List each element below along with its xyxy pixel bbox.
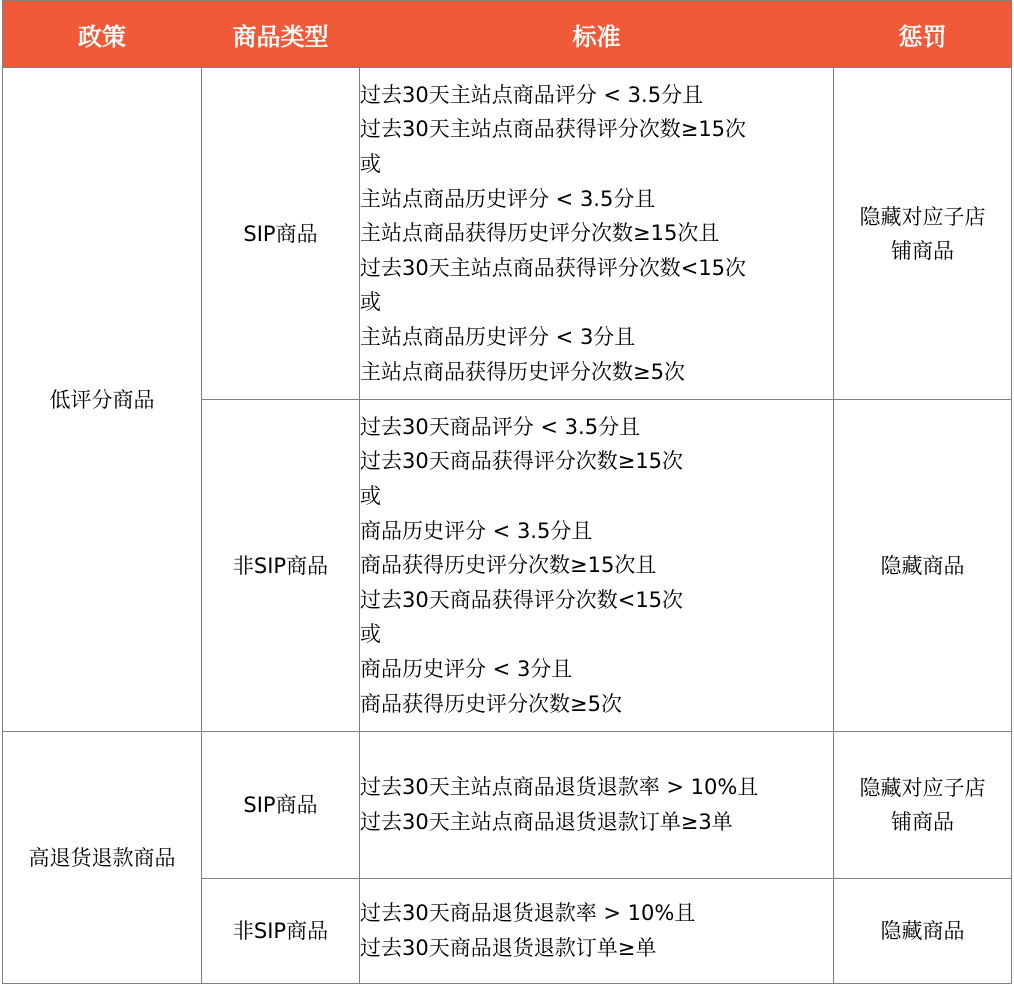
policy-table (2, 0, 1012, 984)
criteria-line: 过去30天商品评分 < 3.5分且 (360, 414, 641, 439)
type-cell: 非SIP商品 (202, 879, 360, 984)
header-policy: 政策 (3, 1, 202, 68)
criteria-line: 过去30天商品退货退款率 > 10%且 (360, 901, 696, 926)
criteria-line: 主站点商品获得历史评分次数≥5次 (360, 359, 685, 384)
criteria-line: 或 (360, 290, 381, 315)
penalty-cell (834, 732, 1012, 879)
criteria-line: 或 (360, 152, 381, 177)
criteria-cell (360, 879, 834, 984)
table-row (3, 68, 1012, 400)
penalty-line: 隐藏商品 (880, 553, 965, 578)
criteria-line: 过去30天主站点商品获得评分次数<15次 (360, 255, 747, 280)
header-type: 商品类型 (202, 1, 360, 68)
penalty-cell (834, 68, 1012, 400)
criteria-line: 商品获得历史评分次数≥5次 (360, 691, 622, 716)
policy-cell-high-refund: 高退货退款商品 (3, 732, 202, 984)
policy-cell-low-rating: 低评分商品 (3, 68, 202, 732)
criteria-line: 商品获得历史评分次数≥15次且 (360, 553, 657, 578)
criteria-line: 过去30天主站点商品获得评分次数≥15次 (360, 117, 747, 142)
header-criteria: 标准 (360, 1, 834, 68)
criteria-line: 或 (360, 484, 381, 509)
penalty-line: 隐藏对应子店 (859, 776, 986, 800)
criteria-line: 商品历史评分 < 3.5分且 (360, 518, 593, 543)
type-cell: SIP商品 (202, 68, 360, 400)
table-row (3, 732, 1012, 879)
criteria-line: 主站点商品获得历史评分次数≥15次且 (360, 221, 720, 246)
penalty-line: 铺商品 (891, 238, 954, 263)
type-cell: 非SIP商品 (202, 400, 360, 732)
header-penalty: 惩罚 (834, 1, 1012, 68)
criteria-line: 过去30天商品退货退款订单≥单 (360, 936, 657, 960)
criteria-line: 过去30天商品获得评分次数≥15次 (360, 449, 684, 474)
criteria-line: 过去30天主站点商品评分 < 3.5分且 (360, 82, 704, 107)
penalty-cell (834, 400, 1012, 732)
criteria-cell (360, 400, 834, 732)
criteria-cell (360, 732, 834, 879)
penalty-line: 铺商品 (891, 810, 954, 834)
criteria-line: 过去30天商品获得评分次数<15次 (360, 587, 684, 612)
criteria-line: 主站点商品历史评分 < 3分且 (360, 324, 636, 349)
type-cell: SIP商品 (202, 732, 360, 879)
criteria-line: 过去30天主站点商品退货退款率 > 10%且 (360, 775, 759, 800)
criteria-line: 过去30天主站点商品退货退款订单≥3单 (360, 810, 733, 834)
criteria-line: 主站点商品历史评分 < 3.5分且 (360, 186, 656, 211)
penalty-line: 隐藏商品 (880, 919, 965, 943)
criteria-line: 商品历史评分 < 3分且 (360, 656, 573, 681)
criteria-cell (360, 68, 834, 400)
penalty-line: 隐藏对应子店 (859, 204, 986, 229)
penalty-cell (834, 879, 1012, 984)
criteria-line: 或 (360, 622, 381, 647)
header-row (3, 1, 1012, 68)
